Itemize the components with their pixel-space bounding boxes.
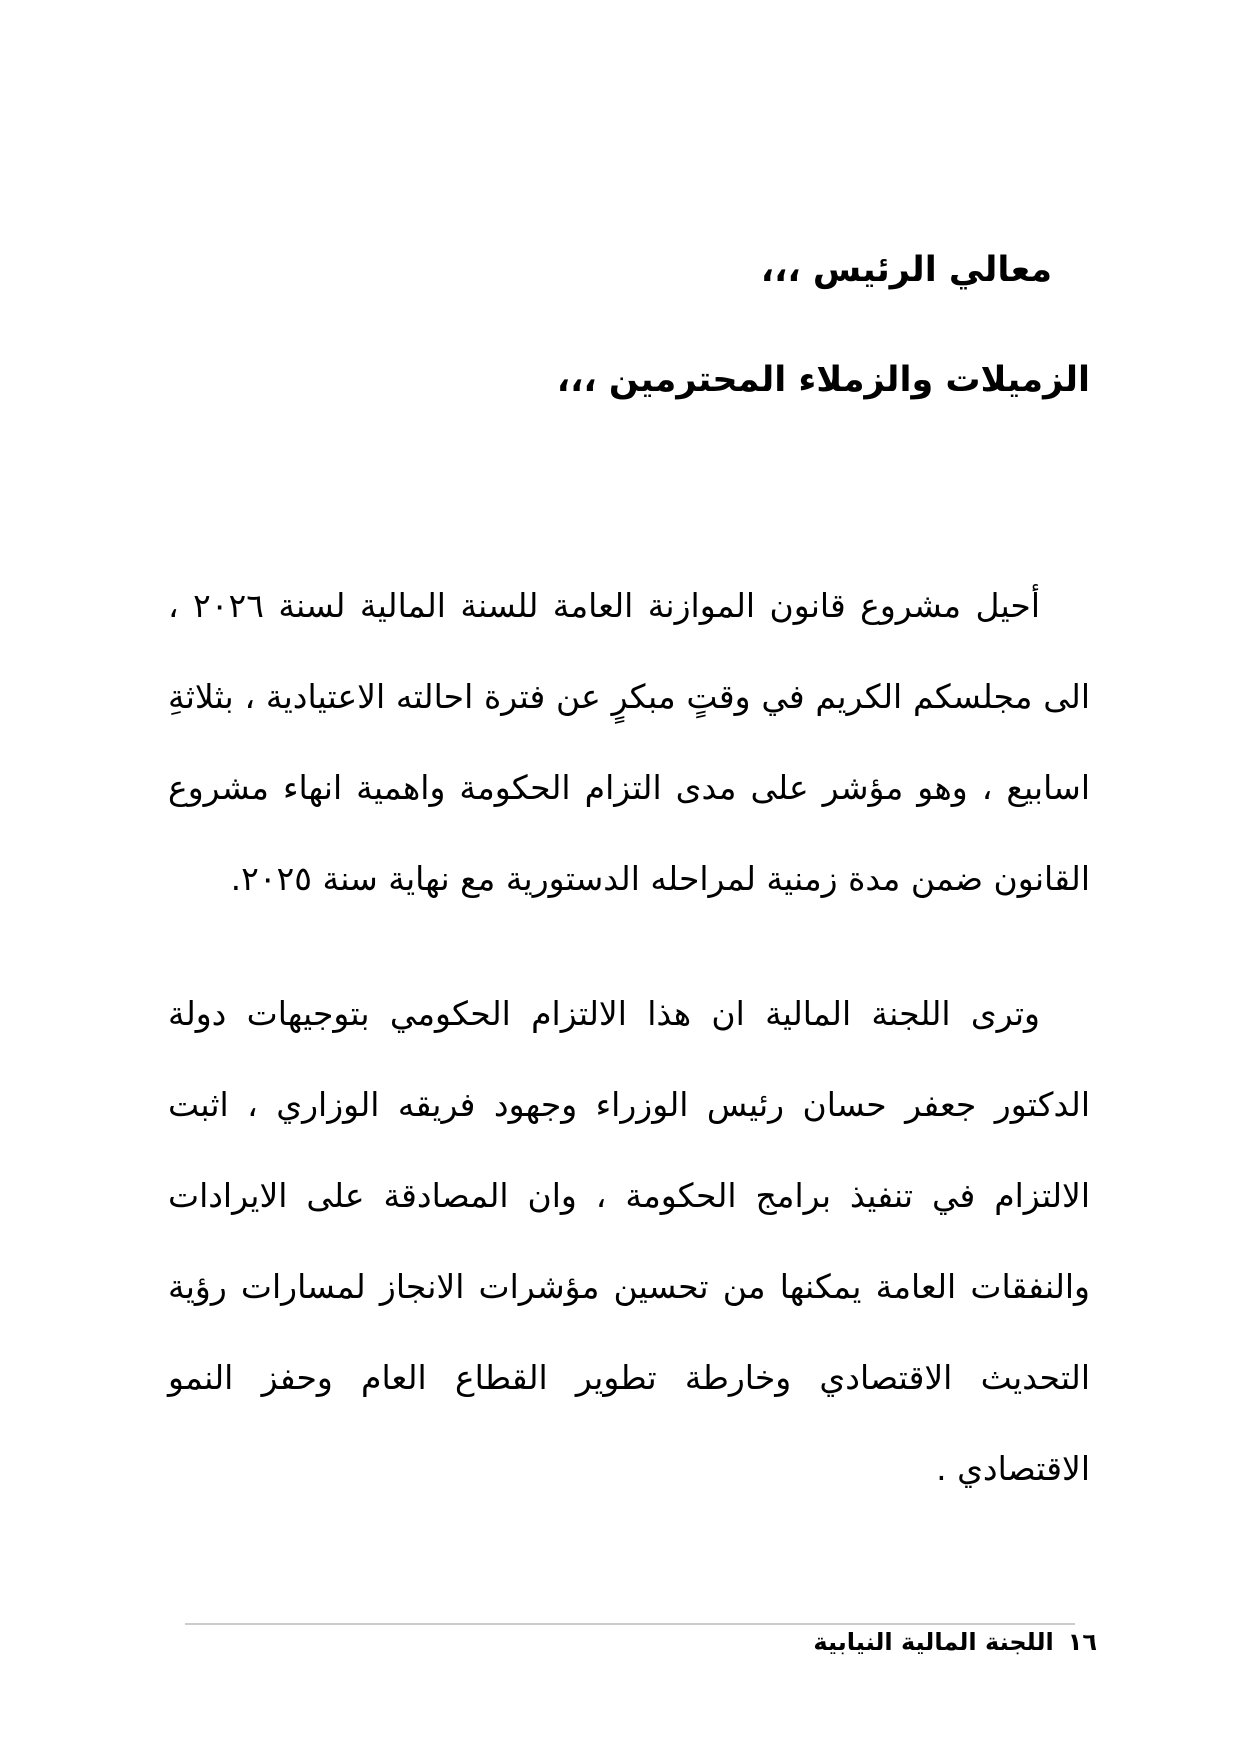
body-line: الاقتصادي .	[936, 1449, 1090, 1488]
body-line: والنفقات العامة يمكنها من تحسين مؤشرات الانجاز لمسارات رؤية	[168, 1267, 1090, 1306]
body-paragraphs	[168, 560, 1090, 1514]
body-line: الالتزام في تنفيذ برامج الحكومة ، وان المصادقة على الايرادات	[168, 1176, 1090, 1215]
body-line: التحديث الاقتصادي وخارطة تطوير القطاع العام وحفز النمو	[168, 1358, 1090, 1397]
footer-divider	[185, 1623, 1075, 1625]
body-line: الدكتور جعفر حسان رئيس الوزراء وجهود فريقه الوزاري ، اثبت	[168, 1085, 1090, 1124]
committee-name: اللجنة المالية النيابية	[813, 1628, 1054, 1656]
body-line: اسابيع ، وهو مؤشر على مدى التزام الحكومة واهمية انهاء مشروع	[168, 768, 1090, 807]
salutation-colleagues: الزميلات والزملاء المحترمين ،،،	[556, 360, 1090, 400]
page-footer	[813, 1628, 1097, 1656]
body-line: وترى اللجنة المالية ان هذا الالتزام الحكومي بتوجيهات دولة	[168, 994, 1040, 1033]
paragraph	[168, 968, 1090, 1514]
paragraph	[168, 560, 1090, 924]
body-line: الى مجلسكم الكريم في وقتٍ مبكرٍ عن فترة احالته الاعتيادية ، بثلاثةِ	[168, 677, 1090, 716]
page-number: ١٦	[1067, 1628, 1097, 1656]
body-line: أحيل مشروع قانون الموازنة العامة للسنة المالية لسنة ٢٠٢٦ ،	[168, 586, 1040, 625]
salutation-president: معالي الرئيس ،،،	[760, 250, 1052, 290]
body-line: القانون ضمن مدة زمنية لمراحله الدستورية مع نهاية سنة ٢٠٢٥.	[230, 859, 1090, 898]
